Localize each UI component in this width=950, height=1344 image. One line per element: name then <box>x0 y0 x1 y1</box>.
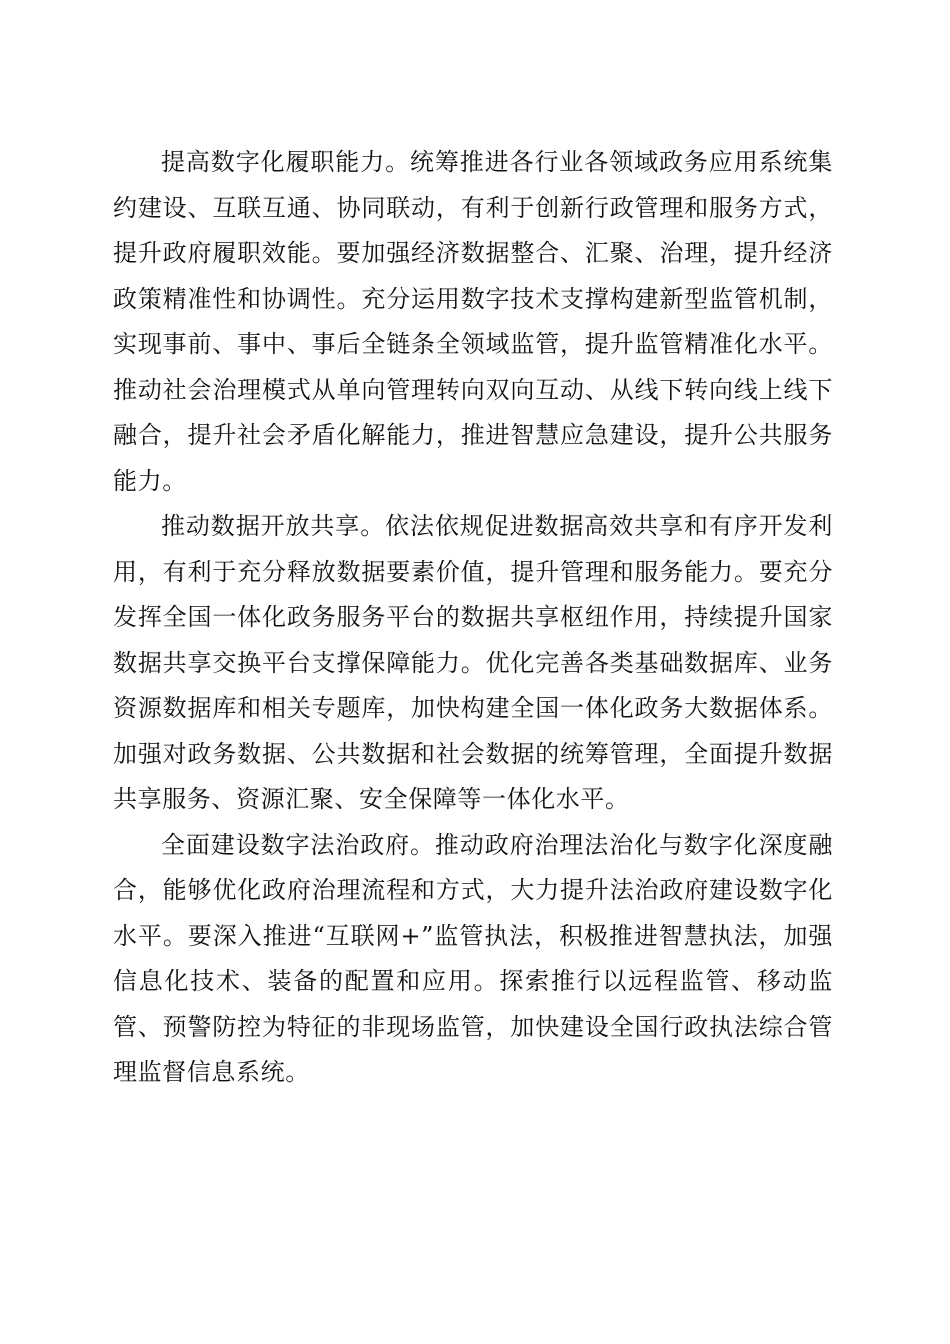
paragraph-digital-performance: 提高数字化履职能力。统筹推进各行业各领域政务应用系统集约建设、互联互通、协同联动，有利于创新行政管理和服务方式，提升政府履职效能。要加强经济数据整合、汇聚、治理，提升经济政策精准性和协调性。充分运用数字技术支撑构建新型监管机制，实现事前、事中、事后全链条全领域监管，提升监管精准化水平。推动社会治理模式从单向管理转向双向互动、从线下转向线上线下融合，提升社会矛盾化解能力，推进智慧应急建设，提升公共服务能力。 <box>113 148 833 495</box>
paragraph-data-sharing: 推动数据开放共享。依法依规促进数据高效共享和有序开发利用，有利于充分释放数据要素价值，提升管理和服务能力。要充分发挥全国一体化政务服务平台的数据共享枢纽作用，持续提升国家数据共享交换平台支撑保障能力。优化完善各类基础数据库、业务资源数据库和相关专题库，加快构建全国一体化政务大数据体系。加强对政务数据、公共数据和社会数据的统筹管理，全面提升数据共享服务、资源汇聚、安全保障等一体化水平。 <box>113 512 833 813</box>
document-body <box>113 140 833 1096</box>
paragraph-digital-rule-of-law: 全面建设数字法治政府。推动政府治理法治化与数字化深度融合，能够优化政府治理流程和方式，大力提升法治政府建设数字化水平。要深入推进“互联网+”监管执法，积极推进智慧执法，加强信息化技术、装备的配置和应用。探索推行以远程监管、移动监管、预警防控为特征的非现场监管，加快建设全国行政执法综合管理监督信息系统。 <box>113 830 833 1086</box>
